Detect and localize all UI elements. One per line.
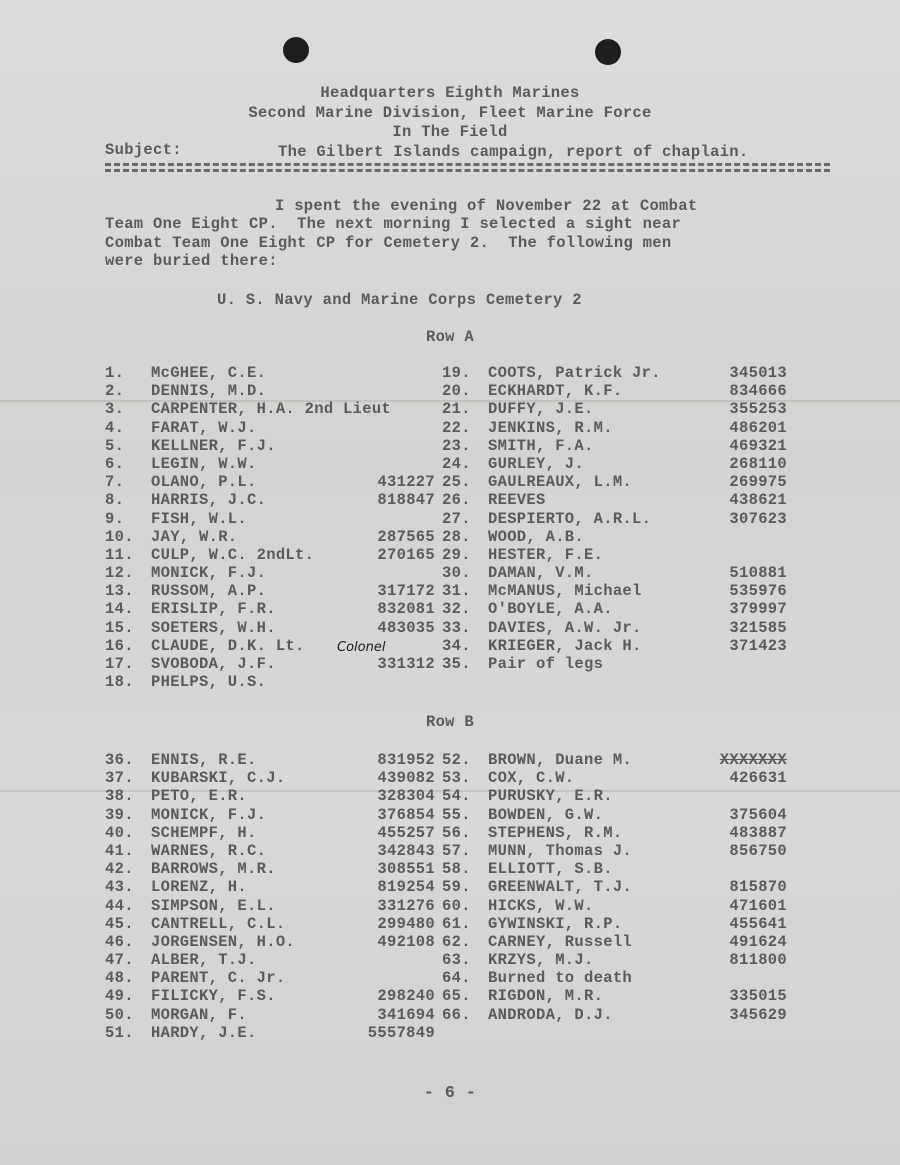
entry-name: MONICK, F.J. bbox=[151, 805, 267, 824]
entry-name: HARRIS, J.C. bbox=[151, 491, 267, 510]
entry-serial: 376854 bbox=[377, 805, 435, 824]
entry-serial: 331312 bbox=[377, 655, 435, 673]
page-number: - 6 - bbox=[423, 1084, 477, 1103]
entry-number: 60. bbox=[442, 896, 471, 915]
entry-name: RIGDON, M.R. bbox=[488, 987, 604, 1006]
entry-serial: 335015 bbox=[729, 987, 787, 1006]
entry-serial: 535976 bbox=[729, 582, 787, 601]
entry-serial: 471601 bbox=[729, 896, 787, 915]
entry-name: SMITH, F.A. bbox=[488, 436, 594, 455]
list-item bbox=[105, 969, 435, 987]
paragraph-line-2: Team One Eight CP. The next morning I selected a sight near bbox=[105, 215, 682, 233]
entry-serial: 298240 bbox=[377, 987, 435, 1006]
header-line-2: Second Marine Division, Fleet Marine Force bbox=[248, 104, 652, 122]
entry-serial: 341694 bbox=[377, 1005, 435, 1024]
entry-number: 64. bbox=[442, 969, 471, 988]
entry-name: HESTER, F.E. bbox=[488, 545, 604, 564]
entry-serial: 355253 bbox=[729, 400, 787, 419]
entry-number: 19. bbox=[442, 364, 471, 382]
entry-number: 13. bbox=[105, 582, 134, 601]
entry-number: 10. bbox=[105, 527, 134, 546]
entry-number: 15. bbox=[105, 618, 134, 637]
entry-name: CARPENTER, H.A. 2nd Lieut bbox=[151, 400, 392, 419]
entry-serial: 856750 bbox=[729, 841, 787, 860]
entry-serial: 321585 bbox=[729, 618, 787, 637]
list-item bbox=[442, 546, 787, 564]
entry-name: ELLIOTT, S.B. bbox=[488, 860, 613, 879]
entry-name: KRIEGER, Jack H. bbox=[488, 636, 642, 655]
list-item bbox=[442, 951, 787, 969]
list-item bbox=[442, 751, 787, 769]
entry-serial: 375604 bbox=[729, 805, 787, 824]
entry-number: 8. bbox=[105, 491, 125, 510]
list-item bbox=[105, 382, 435, 400]
entry-name: WARNES, R.C. bbox=[151, 841, 267, 860]
entry-name: GYWINSKI, R.P. bbox=[488, 914, 623, 933]
entry-name: PHELPS, U.S. bbox=[151, 673, 267, 692]
list-item bbox=[442, 933, 787, 951]
entry-serial: 287565 bbox=[377, 527, 435, 546]
entry-number: 46. bbox=[105, 932, 134, 951]
entry-number: 28. bbox=[442, 527, 471, 546]
entry-number: 50. bbox=[105, 1005, 134, 1024]
list-item bbox=[442, 564, 787, 582]
entry-name: SVOBODA, J.F. bbox=[151, 655, 276, 673]
entry-number: 41. bbox=[105, 841, 134, 860]
entry-name: HARDY, J.E. bbox=[151, 1023, 257, 1042]
entry-name: Pair of legs bbox=[488, 655, 604, 673]
entry-name: LEGIN, W.W. bbox=[151, 454, 257, 473]
punch-hole bbox=[595, 39, 621, 65]
list-item bbox=[105, 897, 435, 915]
entry-number: 3. bbox=[105, 400, 125, 419]
entry-number: 11. bbox=[105, 545, 134, 564]
list-item bbox=[442, 842, 787, 860]
entry-name: FISH, W.L. bbox=[151, 509, 248, 528]
list-item bbox=[442, 897, 787, 915]
entry-number: 21. bbox=[442, 400, 471, 419]
entry-number: 63. bbox=[442, 951, 471, 970]
entry-serial: 819254 bbox=[377, 878, 435, 897]
entry-name: DENNIS, M.D. bbox=[151, 382, 267, 401]
list-item bbox=[105, 751, 435, 769]
entry-number: 7. bbox=[105, 473, 125, 492]
paragraph-line-3: Combat Team One Eight CP for Cemetery 2. The following men bbox=[105, 234, 672, 252]
entry-serial: 818847 bbox=[377, 491, 435, 510]
entry-name: DESPIERTO, A.R.L. bbox=[488, 509, 652, 528]
list-item bbox=[442, 473, 787, 491]
list-item bbox=[105, 769, 435, 787]
entry-number: 23. bbox=[442, 436, 471, 455]
entry-number: 54. bbox=[442, 787, 471, 806]
list-item bbox=[105, 915, 435, 933]
list-item bbox=[105, 987, 435, 1005]
list-item bbox=[105, 878, 435, 896]
entry-number: 52. bbox=[442, 751, 471, 769]
list-item bbox=[442, 787, 787, 805]
list-item bbox=[105, 564, 435, 582]
entry-serial: 268110 bbox=[729, 454, 787, 473]
entry-name: Burned to death bbox=[488, 969, 633, 988]
entry-name: KELLNER, F.J. bbox=[151, 436, 276, 455]
list-item bbox=[105, 673, 435, 691]
list-item bbox=[442, 528, 787, 546]
entry-name: WOOD, A.B. bbox=[488, 527, 585, 546]
entry-name: DUFFY, J.E. bbox=[488, 400, 594, 419]
list-item bbox=[442, 619, 787, 637]
list-item bbox=[105, 842, 435, 860]
list-item bbox=[442, 878, 787, 896]
list-item bbox=[105, 806, 435, 824]
entry-number: 5. bbox=[105, 436, 125, 455]
entry-name: CULP, W.C. 2ndLt. bbox=[151, 545, 315, 564]
entry-name: CANTRELL, C.L. bbox=[151, 914, 286, 933]
entry-name: MORGAN, F. bbox=[151, 1005, 248, 1024]
list-item bbox=[105, 473, 435, 491]
entry-number: 12. bbox=[105, 564, 134, 583]
list-item bbox=[442, 987, 787, 1005]
entry-name: MUNN, Thomas J. bbox=[488, 841, 633, 860]
row-b-heading: Row B bbox=[425, 713, 474, 731]
entry-number: 1. bbox=[105, 364, 125, 382]
row-b-right-list bbox=[442, 751, 787, 1024]
entry-number: 26. bbox=[442, 491, 471, 510]
punch-hole bbox=[283, 37, 309, 63]
list-item bbox=[105, 455, 435, 473]
list-item bbox=[105, 824, 435, 842]
entry-name: ENNIS, R.E. bbox=[151, 751, 257, 769]
entry-serial: 307623 bbox=[729, 509, 787, 528]
entry-serial: 831952 bbox=[377, 751, 435, 769]
entry-name: JAY, W.R. bbox=[151, 527, 238, 546]
list-item bbox=[442, 600, 787, 618]
entry-number: 38. bbox=[105, 787, 134, 806]
entry-name: ECKHARDT, K.F. bbox=[488, 382, 623, 401]
entry-serial: 438621 bbox=[729, 491, 787, 510]
list-item bbox=[442, 969, 787, 987]
entry-number: 24. bbox=[442, 454, 471, 473]
list-item bbox=[105, 364, 435, 382]
entry-number: 37. bbox=[105, 769, 134, 788]
entry-number: 55. bbox=[442, 805, 471, 824]
row-a-right-list bbox=[442, 364, 787, 673]
entry-serial: 510881 bbox=[729, 564, 787, 583]
list-item bbox=[105, 655, 435, 673]
entry-name: GURLEY, J. bbox=[488, 454, 585, 473]
entry-serial: 328304 bbox=[377, 787, 435, 806]
list-item bbox=[105, 528, 435, 546]
entry-serial: XXXXXXX bbox=[719, 751, 787, 769]
list-item bbox=[442, 1006, 787, 1024]
entry-number: 34. bbox=[442, 636, 471, 655]
entry-name: McMANUS, Michael bbox=[488, 582, 642, 601]
list-item bbox=[442, 510, 787, 528]
entry-serial: 439082 bbox=[377, 769, 435, 788]
dashed-rule bbox=[105, 169, 830, 172]
list-item bbox=[442, 400, 787, 418]
entry-serial: 345629 bbox=[729, 1005, 787, 1024]
entry-serial: 270165 bbox=[377, 545, 435, 564]
entry-number: 25. bbox=[442, 473, 471, 492]
entry-name: SOETERS, W.H. bbox=[151, 618, 276, 637]
entry-name: DAVIES, A.W. Jr. bbox=[488, 618, 642, 637]
list-item bbox=[442, 382, 787, 400]
entry-name: McGHEE, C.E. bbox=[151, 364, 267, 382]
header-line-1: Headquarters Eighth Marines bbox=[320, 84, 580, 102]
entry-number: 17. bbox=[105, 655, 134, 673]
entry-serial: 342843 bbox=[377, 841, 435, 860]
row-b-left-list bbox=[105, 751, 435, 1042]
entry-name: KUBARSKI, C.J. bbox=[151, 769, 286, 788]
entry-name: LORENZ, H. bbox=[151, 878, 248, 897]
list-item bbox=[442, 806, 787, 824]
entry-name: DAMAN, V.M. bbox=[488, 564, 594, 583]
list-item bbox=[105, 546, 435, 564]
list-item bbox=[105, 600, 435, 618]
list-item bbox=[442, 655, 787, 673]
entry-serial: 455257 bbox=[377, 823, 435, 842]
entry-number: 4. bbox=[105, 418, 125, 437]
list-item bbox=[442, 364, 787, 382]
list-item bbox=[105, 1006, 435, 1024]
entry-name: CARNEY, Russell bbox=[488, 932, 633, 951]
entry-name: KRZYS, M.J. bbox=[488, 951, 594, 970]
list-item bbox=[105, 860, 435, 878]
entry-serial: 269975 bbox=[729, 473, 787, 492]
list-item bbox=[105, 437, 435, 455]
entry-serial: 5557849 bbox=[367, 1023, 435, 1042]
entry-serial: 492108 bbox=[377, 932, 435, 951]
entry-number: 27. bbox=[442, 509, 471, 528]
entry-name: PETO, E.R. bbox=[151, 787, 248, 806]
handwritten-colonel: Colonel bbox=[337, 640, 386, 655]
entry-number: 44. bbox=[105, 896, 134, 915]
list-item bbox=[442, 915, 787, 933]
entry-name: BOWDEN, G.W. bbox=[488, 805, 604, 824]
entry-name: STEPHENS, R.M. bbox=[488, 823, 623, 842]
list-item bbox=[105, 787, 435, 805]
entry-name: COX, C.W. bbox=[488, 769, 575, 788]
entry-number: 14. bbox=[105, 600, 134, 619]
entry-serial: 469321 bbox=[729, 436, 787, 455]
entry-serial: 371423 bbox=[729, 636, 787, 655]
entry-number: 9. bbox=[105, 509, 125, 528]
entry-serial: 426631 bbox=[729, 769, 787, 788]
entry-number: 61. bbox=[442, 914, 471, 933]
list-item bbox=[105, 951, 435, 969]
entry-serial: 299480 bbox=[377, 914, 435, 933]
entry-number: 62. bbox=[442, 932, 471, 951]
paragraph-line-1: I spent the evening of November 22 at Combat bbox=[275, 197, 698, 215]
subject-label: Subject: bbox=[105, 141, 182, 159]
entry-number: 22. bbox=[442, 418, 471, 437]
list-item bbox=[442, 491, 787, 509]
entry-name: COOTS, Patrick Jr. bbox=[488, 364, 661, 382]
entry-number: 39. bbox=[105, 805, 134, 824]
paragraph-line-4: were buried there: bbox=[105, 252, 278, 270]
entry-name: SIMPSON, E.L. bbox=[151, 896, 276, 915]
entry-number: 30. bbox=[442, 564, 471, 583]
entry-number: 33. bbox=[442, 618, 471, 637]
entry-number: 36. bbox=[105, 751, 134, 769]
entry-serial: 486201 bbox=[729, 418, 787, 437]
list-item bbox=[442, 437, 787, 455]
entry-serial: 331276 bbox=[377, 896, 435, 915]
entry-name: O'BOYLE, A.A. bbox=[488, 600, 613, 619]
entry-name: SCHEMPF, H. bbox=[151, 823, 257, 842]
list-item bbox=[105, 582, 435, 600]
list-item bbox=[105, 1024, 435, 1042]
entry-number: 65. bbox=[442, 987, 471, 1006]
entry-serial: 317172 bbox=[377, 582, 435, 601]
entry-name: HICKS, W.W. bbox=[488, 896, 594, 915]
entry-name: MONICK, F.J. bbox=[151, 564, 267, 583]
entry-number: 32. bbox=[442, 600, 471, 619]
entry-serial: 345013 bbox=[729, 364, 787, 382]
entry-name: JORGENSEN, H.O. bbox=[151, 932, 296, 951]
entry-number: 57. bbox=[442, 841, 471, 860]
entry-number: 40. bbox=[105, 823, 134, 842]
list-item bbox=[442, 582, 787, 600]
entry-serial: 832081 bbox=[377, 600, 435, 619]
entry-number: 20. bbox=[442, 382, 471, 401]
entry-number: 2. bbox=[105, 382, 125, 401]
entry-number: 66. bbox=[442, 1005, 471, 1024]
entry-number: 48. bbox=[105, 969, 134, 988]
entry-name: PURUSKY, E.R. bbox=[488, 787, 613, 806]
header-line-3: In The Field bbox=[392, 123, 508, 141]
list-item bbox=[105, 419, 435, 437]
entry-number: 45. bbox=[105, 914, 134, 933]
entry-name: FILICKY, F.S. bbox=[151, 987, 276, 1006]
list-item bbox=[105, 400, 435, 418]
dashed-rule bbox=[105, 163, 830, 166]
entry-number: 29. bbox=[442, 545, 471, 564]
entry-number: 16. bbox=[105, 636, 134, 655]
list-item bbox=[442, 860, 787, 878]
entry-name: JENKINS, R.M. bbox=[488, 418, 613, 437]
entry-name: PARENT, C. Jr. bbox=[151, 969, 286, 988]
entry-serial: 379997 bbox=[729, 600, 787, 619]
list-item bbox=[442, 419, 787, 437]
entry-number: 31. bbox=[442, 582, 471, 601]
entry-number: 53. bbox=[442, 769, 471, 788]
entry-serial: 431227 bbox=[377, 473, 435, 492]
subject-text: The Gilbert Islands campaign, report of chaplain. bbox=[278, 143, 749, 161]
entry-number: 18. bbox=[105, 673, 134, 692]
entry-name: OLANO, P.L. bbox=[151, 473, 257, 492]
entry-serial: 455641 bbox=[729, 914, 787, 933]
entry-number: 43. bbox=[105, 878, 134, 897]
entry-name: ALBER, T.J. bbox=[151, 951, 257, 970]
entry-number: 58. bbox=[442, 860, 471, 879]
entry-serial: 491624 bbox=[729, 932, 787, 951]
list-item bbox=[442, 769, 787, 787]
row-a-heading: Row A bbox=[425, 328, 474, 346]
entry-number: 47. bbox=[105, 951, 134, 970]
row-a-left-list bbox=[105, 364, 435, 691]
entry-serial: 815870 bbox=[729, 878, 787, 897]
list-item bbox=[442, 824, 787, 842]
list-item bbox=[105, 933, 435, 951]
list-item bbox=[105, 637, 435, 655]
list-item bbox=[105, 619, 435, 637]
list-item bbox=[442, 455, 787, 473]
list-item bbox=[105, 510, 435, 528]
entry-name: ANDRODA, D.J. bbox=[488, 1005, 613, 1024]
entry-serial: 483887 bbox=[729, 823, 787, 842]
entry-number: 49. bbox=[105, 987, 134, 1006]
entry-number: 35. bbox=[442, 655, 471, 673]
entry-number: 6. bbox=[105, 454, 125, 473]
entry-number: 42. bbox=[105, 860, 134, 879]
entry-name: FARAT, W.J. bbox=[151, 418, 257, 437]
entry-name: ERISLIP, F.R. bbox=[151, 600, 276, 619]
entry-name: GAULREAUX, L.M. bbox=[488, 473, 633, 492]
entry-name: REEVES bbox=[488, 491, 546, 510]
entry-name: GREENWALT, T.J. bbox=[488, 878, 633, 897]
entry-serial: 483035 bbox=[377, 618, 435, 637]
entry-number: 51. bbox=[105, 1023, 134, 1042]
entry-serial: 834666 bbox=[729, 382, 787, 401]
entry-name: BARROWS, M.R. bbox=[151, 860, 276, 879]
entry-number: 59. bbox=[442, 878, 471, 897]
entry-number: 56. bbox=[442, 823, 471, 842]
list-item bbox=[105, 491, 435, 509]
entry-serial: 811800 bbox=[729, 951, 787, 970]
entry-name: RUSSOM, A.P. bbox=[151, 582, 267, 601]
cemetery-title: U. S. Navy and Marine Corps Cemetery 2 bbox=[217, 291, 582, 309]
entry-name: BROWN, Duane M. bbox=[488, 751, 633, 769]
entry-serial: 308551 bbox=[377, 860, 435, 879]
entry-name: CLAUDE, D.K. Lt. bbox=[151, 636, 305, 655]
list-item bbox=[442, 637, 787, 655]
